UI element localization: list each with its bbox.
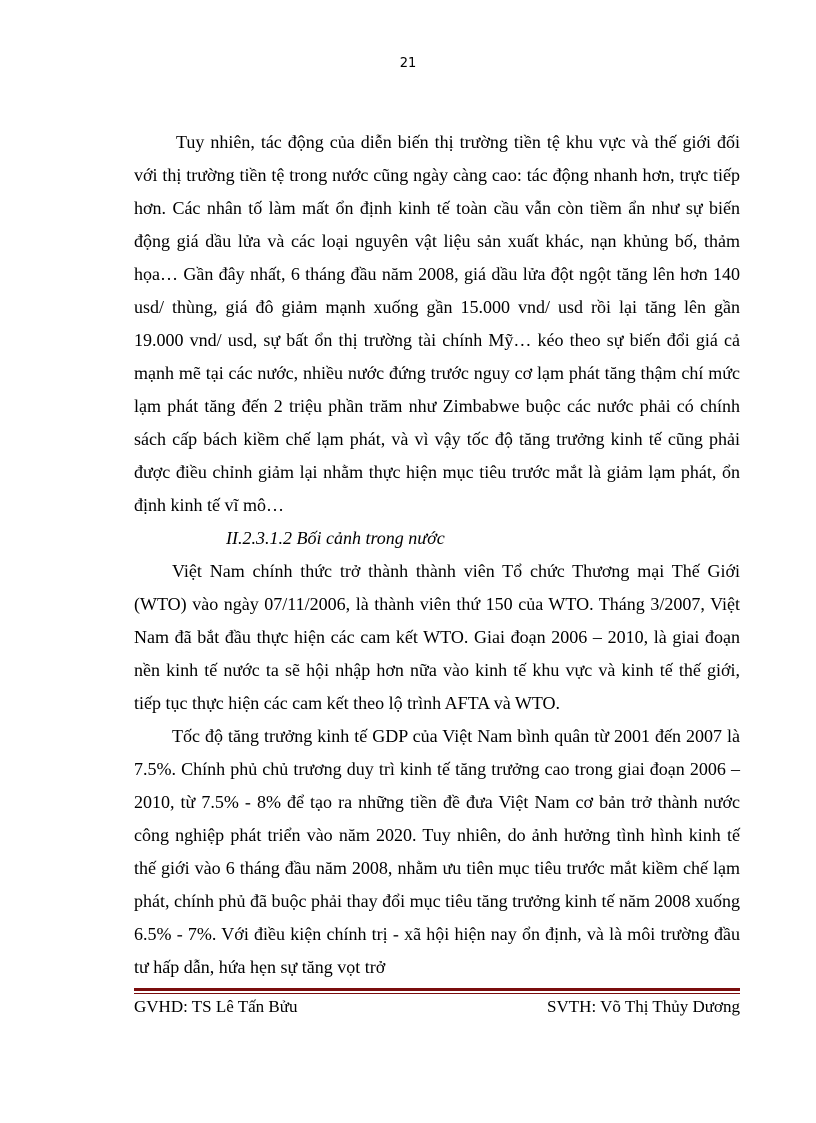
page-number: 21	[399, 56, 417, 71]
paragraph-global-context: Tuy nhiên, tác động của diễn biến thị trường tiền tệ khu vực và thế giới đối với thị trường tiền tệ trong nước cũng ngày càng cao: tác động nhanh hơn, trực tiếp hơn. Các nhân tố làm mất ổn định kinh tế toàn cầu vẫn còn tiềm ẩn như sự biến động giá dầu lửa và các loại nguyên vật liệu sản xuất khác, nạn khủng bố, thảm họa… Gần đây nhất, 6 tháng đầu năm 2008, giá dầu lửa đột ngột tăng lên hơn 140 usd/ thùng, giá đô giảm mạnh xuống gần 15.000 vnd/ usd rồi lại tăng lên gần 19.000 vnd/ usd, sự bất ổn thị trường tài chính Mỹ… kéo theo sự biến đổi giá cả mạnh mẽ tại các nước, nhiều nước đứng trước nguy cơ lạm phát tăng thậm chí mức lạm phát tăng đến 2 triệu phần trăm như Zimbabwe buộc các nước phải có chính sách cấp bách kiềm chế lạm phát, và vì vậy tốc độ tăng trưởng kinh tế cũng phải được điều chỉnh giảm lại nhằm thực hiện mục tiêu trước mắt là giảm lạm phát, ổn định kinh tế vĩ mô…	[134, 132, 740, 515]
paragraph-wto: Việt Nam chính thức trở thành thành viên Tổ chức Thương mại Thế Giới (WTO) vào ngày 07/11/2006, là thành viên thứ 150 của WTO. Tháng 3/2007, Việt Nam đã bắt đầu thực hiện các cam kết WTO. Giai đoạn 2006 – 2010, là giai đoạn nền kinh tế nước ta sẽ hội nhập hơn nữa vào kinh tế khu vực và kinh tế thế giới, tiếp tục thực hiện các cam kết theo lộ trình AFTA và WTO.	[134, 561, 740, 713]
footer-divider-thin	[134, 993, 740, 994]
footer-student: SVTH: Võ Thị Thủy Dương	[547, 997, 740, 1016]
paragraph-gdp-growth: Tốc độ tăng trưởng kinh tế GDP của Việt Nam bình quân từ 2001 đến 2007 là 7.5%. Chính phủ chủ trương duy trì kinh tế tăng trưởng cao trong giai đoạn 2006 – 2010, từ 7.5% - 8% để tạo ra những tiền đề đưa Việt Nam cơ bản trở thành nước công nghiệp phát triển vào năm 2020. Tuy nhiên, do ảnh hưởng tình hình kinh tế thế giới vào 6 tháng đầu năm 2008, nhằm ưu tiên mục tiêu trước mắt kiềm chế lạm phát, chính phủ đã buộc phải thay đổi mục tiêu tăng trưởng kinh tế năm 2008 xuống 6.5% - 7%. Với điều kiện chính trị - xã hội hiện nay ổn định, và là môi trường đầu tư hấp dẫn, hứa hẹn sự tăng vọt trở	[134, 726, 740, 977]
footer-divider-thick	[134, 988, 740, 991]
page-footer	[134, 997, 740, 1017]
document-body	[134, 126, 740, 984]
section-heading: II.2.3.1.2 Bối cảnh trong nước	[226, 528, 445, 548]
footer-supervisor: GVHD: TS Lê Tấn Bửu	[134, 997, 298, 1016]
